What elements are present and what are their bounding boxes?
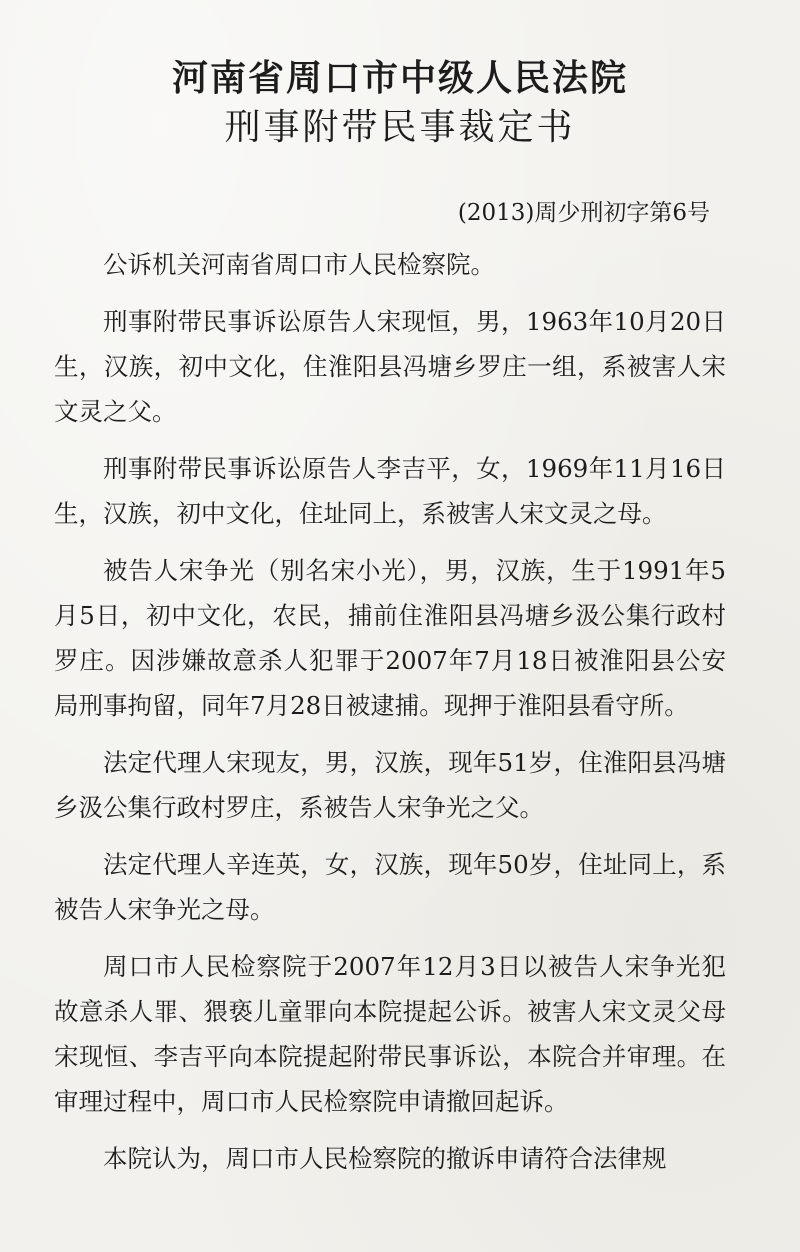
paragraph-plaintiff-father: 刑事附带民事诉讼原告人宋现恒，男，1963年10月20日生，汉族，初中文化，住淮阳县冯塘乡罗庄一组，系被害人宋文灵之父。 [54, 307, 726, 426]
document-type-heading: 刑事附带民事裁定书 [224, 107, 576, 148]
case-number: (2013)周少刑初字第6号 [457, 200, 710, 226]
paragraph-guardian-mother: 法定代理人辛连英，女，汉族，现年50岁，住址同上，系被告人宋争光之母。 [54, 850, 726, 924]
paragraph-plaintiff-mother: 刑事附带民事诉讼原告人李吉平，女，1969年11月16日生，汉族，初中文化，住址同上，系被害人宋文灵之母。 [54, 454, 726, 528]
document-body [54, 242, 726, 1181]
court-name-heading: 河南省周口市中级人民法院 [171, 57, 628, 99]
paragraph-court-opinion: 本院认为，周口市人民检察院的撤诉申请符合法律规 [103, 1144, 667, 1173]
paragraph-case-history: 周口市人民检察院于2007年12月3日以被告人宋争光犯故意杀人罪、猥亵儿童罪向本院提起公诉。被害人宋文灵父母宋现恒、李吉平向本院提起附带民事诉讼，本院合并审理。在审理过程中，周口市人民检察院申请撤回起诉。 [54, 952, 726, 1116]
paragraph-prosecutor: 公诉机关河南省周口市人民检察院。 [103, 250, 495, 279]
paragraph-defendant: 被告人宋争光（别名宋小光），男，汉族，生于1991年5月5日，初中文化，农民，捕前住淮阳县冯塘乡汲公集行政村罗庄。因涉嫌故意杀人犯罪于2007年7月18日被淮阳县公安局刑事拘留，同年7月28日被逮捕。现押于淮阳县看守所。 [54, 556, 726, 720]
paragraph-guardian-father: 法定代理人宋现友，男，汉族，现年51岁，住淮阳县冯塘乡汲公集行政村罗庄，系被告人宋争光之父。 [54, 748, 726, 822]
